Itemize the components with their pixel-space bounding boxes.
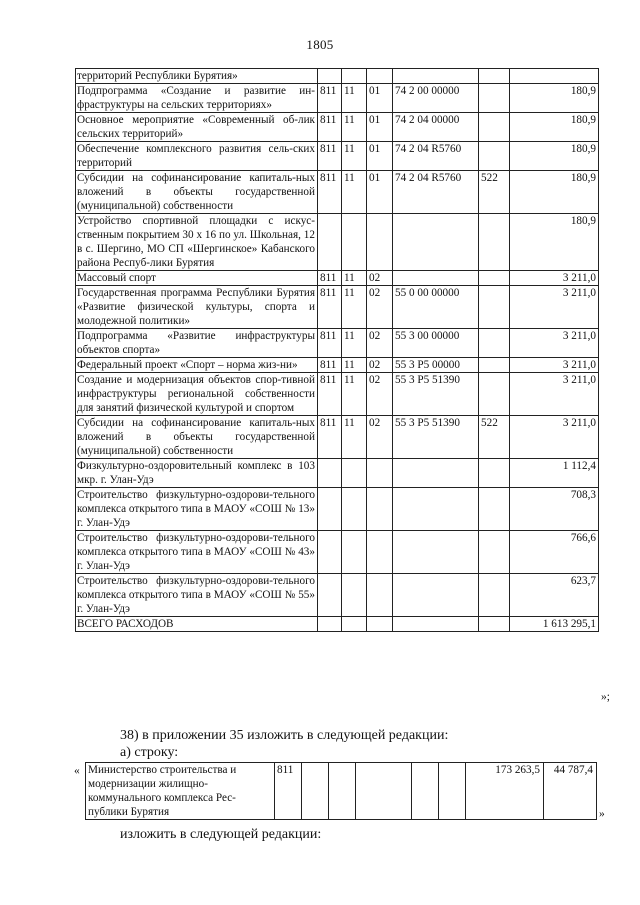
- row-pr: 02: [367, 373, 393, 416]
- row-name: Субсидии на софинансирование капиталь-ных вложений в объекты государственной (муниципальной) собственности: [76, 416, 318, 459]
- row-rz: 11: [342, 113, 367, 142]
- row-rz: 11: [342, 84, 367, 113]
- ministry-ved: 811: [275, 763, 302, 820]
- row-name: Федеральный проект «Спорт – норма жиз-ни»: [76, 358, 318, 373]
- row-name: Государственная программа Республики Бурятия «Развитие физической культуры, спорта и молодежной политики»: [76, 286, 318, 329]
- table-row: [76, 113, 599, 142]
- row-pr: 01: [367, 142, 393, 171]
- row-vr: [479, 113, 510, 142]
- row-name: территорий Республики Бурятия»: [76, 69, 318, 84]
- row-name: Строительство физкультурно-оздорови-тельного комплекса открытого типа в МАОУ «СОШ № 43» г. Улан-Удэ: [76, 531, 318, 574]
- row-rz: 11: [342, 171, 367, 214]
- ministry-col-7: [439, 763, 466, 820]
- row-vr: [479, 271, 510, 286]
- row-rz: [342, 459, 367, 488]
- row-ved: [318, 69, 342, 84]
- row-csr: [393, 617, 479, 632]
- row-name: Обеспечение комплексного развития сель-ских территорий: [76, 142, 318, 171]
- row-rz: 11: [342, 142, 367, 171]
- row-csr: [393, 531, 479, 574]
- row-rz: 11: [342, 416, 367, 459]
- row-csr: 74 2 04 00000: [393, 113, 479, 142]
- row-sum: 708,3: [510, 488, 599, 531]
- row-name: Строительство физкультурно-оздорови-тельного комплекса открытого типа в МАОУ «СОШ № 13» г. Улан-Удэ: [76, 488, 318, 531]
- row-vr: 522: [479, 416, 510, 459]
- row-ved: 811: [318, 286, 342, 329]
- row-pr: [367, 69, 393, 84]
- row-rz: 11: [342, 358, 367, 373]
- table-row: [76, 531, 599, 574]
- row-csr: [393, 214, 479, 271]
- table-row: [76, 171, 599, 214]
- row-name: Массовый спорт: [76, 271, 318, 286]
- row-vr: [479, 142, 510, 171]
- row-pr: 01: [367, 171, 393, 214]
- table-row: [76, 459, 599, 488]
- row-ved: 811: [318, 373, 342, 416]
- row-sum: 180,9: [510, 171, 599, 214]
- row-pr: 02: [367, 329, 393, 358]
- table-row: [76, 286, 599, 329]
- row-ved: [318, 531, 342, 574]
- row-ved: 811: [318, 416, 342, 459]
- ministry-sum-1: 173 263,5: [466, 763, 544, 820]
- row-pr: [367, 574, 393, 617]
- row-rz: 11: [342, 329, 367, 358]
- row-csr: [393, 271, 479, 286]
- row-csr: [393, 488, 479, 531]
- row-csr: 55 3 P5 00000: [393, 358, 479, 373]
- ministry-col-4: [329, 763, 356, 820]
- paragraph-38: 38) в приложении 35 изложить в следующей редакции:: [120, 728, 449, 743]
- ministry-row: [86, 763, 597, 820]
- ministry-col-3: [302, 763, 329, 820]
- row-pr: 02: [367, 271, 393, 286]
- row-pr: [367, 531, 393, 574]
- paragraph-edit: изложить в следующей редакции:: [120, 827, 322, 842]
- row-sum: 3 211,0: [510, 329, 599, 358]
- row-vr: [479, 358, 510, 373]
- table-row: [76, 488, 599, 531]
- row-rz: [342, 574, 367, 617]
- row-csr: 74 2 04 R5760: [393, 171, 479, 214]
- table-row: [76, 69, 599, 84]
- row-name: Субсидии на софинансирование капиталь-ных вложений в объекты государственной (муниципальной) собственности: [76, 171, 318, 214]
- row-vr: [479, 617, 510, 632]
- row-sum: 1 613 295,1: [510, 617, 599, 632]
- row-ved: [318, 459, 342, 488]
- row-vr: [479, 459, 510, 488]
- row-rz: [342, 617, 367, 632]
- row-rz: [342, 69, 367, 84]
- row-csr: [393, 459, 479, 488]
- row-name: Устройство спортивной площадки с искус-ственным покрытием 30 х 16 по ул. Школьная, 12 в с. Шергино, МО СП «Шергинское» Кабанского района Респуб-лики Бурятия: [76, 214, 318, 271]
- row-csr: 74 2 00 00000: [393, 84, 479, 113]
- row-pr: [367, 488, 393, 531]
- row-csr: 74 2 04 R5760: [393, 142, 479, 171]
- row-vr: [479, 531, 510, 574]
- row-ved: 811: [318, 113, 342, 142]
- row-sum: 180,9: [510, 84, 599, 113]
- table-row: [76, 271, 599, 286]
- table-row: [76, 329, 599, 358]
- row-vr: [479, 214, 510, 271]
- row-pr: 02: [367, 358, 393, 373]
- row-ved: [318, 617, 342, 632]
- row-rz: [342, 531, 367, 574]
- table-row: [76, 358, 599, 373]
- table-row: [76, 574, 599, 617]
- row-pr: [367, 617, 393, 632]
- budget-table-body: [76, 69, 599, 632]
- row-vr: [479, 574, 510, 617]
- row-rz: [342, 214, 367, 271]
- row-vr: [479, 373, 510, 416]
- row-ved: 811: [318, 271, 342, 286]
- ministry-name: Министерство строительства и модернизации жилищно-коммунального комплекса Рес-публики Бурятия: [86, 763, 275, 820]
- row-name: Подпрограмма «Развитие инфраструктуры объектов спорта»: [76, 329, 318, 358]
- row-sum: 180,9: [510, 214, 599, 271]
- row-sum: 3 211,0: [510, 358, 599, 373]
- row-ved: [318, 488, 342, 531]
- table-row: [76, 416, 599, 459]
- row-sum: [510, 69, 599, 84]
- row-csr: 55 0 00 00000: [393, 286, 479, 329]
- row-rz: 11: [342, 286, 367, 329]
- row-ved: 811: [318, 358, 342, 373]
- row-name: Физкультурно-оздоровительный комплекс в 103 мкр. г. Улан-Удэ: [76, 459, 318, 488]
- row-rz: [342, 488, 367, 531]
- ministry-col-6: [412, 763, 439, 820]
- row-rz: 11: [342, 373, 367, 416]
- row-sum: 3 211,0: [510, 271, 599, 286]
- ministry-col-5: [356, 763, 412, 820]
- row-sum: 623,7: [510, 574, 599, 617]
- row-csr: 55 3 00 00000: [393, 329, 479, 358]
- row-csr: [393, 69, 479, 84]
- table-row: [76, 373, 599, 416]
- row-pr: 01: [367, 113, 393, 142]
- ministry-sum-2: 44 787,4: [544, 763, 597, 820]
- opening-quote-mark: «: [74, 765, 80, 777]
- row-pr: [367, 459, 393, 488]
- table-row: [76, 84, 599, 113]
- row-ved: 811: [318, 84, 342, 113]
- row-vr: 522: [479, 171, 510, 214]
- table-row: [76, 214, 599, 271]
- row-vr: [479, 84, 510, 113]
- row-pr: 02: [367, 286, 393, 329]
- table-row: [76, 617, 599, 632]
- row-vr: [479, 286, 510, 329]
- row-sum: 3 211,0: [510, 286, 599, 329]
- closing-quote-mark: »;: [601, 691, 610, 703]
- row-ved: 811: [318, 142, 342, 171]
- row-ved: [318, 574, 342, 617]
- row-vr: [479, 69, 510, 84]
- row-name: Создание и модернизация объектов спор-тивной инфраструктуры региональной собственности для занятий физической культурой и спортом: [76, 373, 318, 416]
- row-sum: 1 112,4: [510, 459, 599, 488]
- row-name: ВСЕГО РАСХОДОВ: [76, 617, 318, 632]
- row-ved: [318, 214, 342, 271]
- row-csr: [393, 574, 479, 617]
- row-csr: 55 3 P5 51390: [393, 416, 479, 459]
- row-name: Подпрограмма «Создание и развитие ин-фраструктуры на сельских территориях»: [76, 84, 318, 113]
- row-pr: 02: [367, 416, 393, 459]
- row-ved: 811: [318, 171, 342, 214]
- row-sum: 766,6: [510, 531, 599, 574]
- paragraph-a: а) строку:: [120, 745, 179, 760]
- row-vr: [479, 488, 510, 531]
- row-sum: 3 211,0: [510, 373, 599, 416]
- page-number: 1805: [306, 37, 334, 52]
- ministry-table: [85, 762, 597, 820]
- row-ved: 811: [318, 329, 342, 358]
- row-sum: 180,9: [510, 142, 599, 171]
- row-rz: 11: [342, 271, 367, 286]
- closing-quote-mark-2: »: [599, 808, 605, 820]
- row-sum: 180,9: [510, 113, 599, 142]
- table-row: [76, 142, 599, 171]
- row-pr: [367, 214, 393, 271]
- row-vr: [479, 329, 510, 358]
- budget-table: [75, 68, 599, 632]
- row-name: Основное мероприятие «Современный об-лик сельских территорий»: [76, 113, 318, 142]
- row-pr: 01: [367, 84, 393, 113]
- row-name: Строительство физкультурно-оздорови-тельного комплекса открытого типа в МАОУ «СОШ № 55» г. Улан-Удэ: [76, 574, 318, 617]
- row-csr: 55 3 P5 51390: [393, 373, 479, 416]
- row-sum: 3 211,0: [510, 416, 599, 459]
